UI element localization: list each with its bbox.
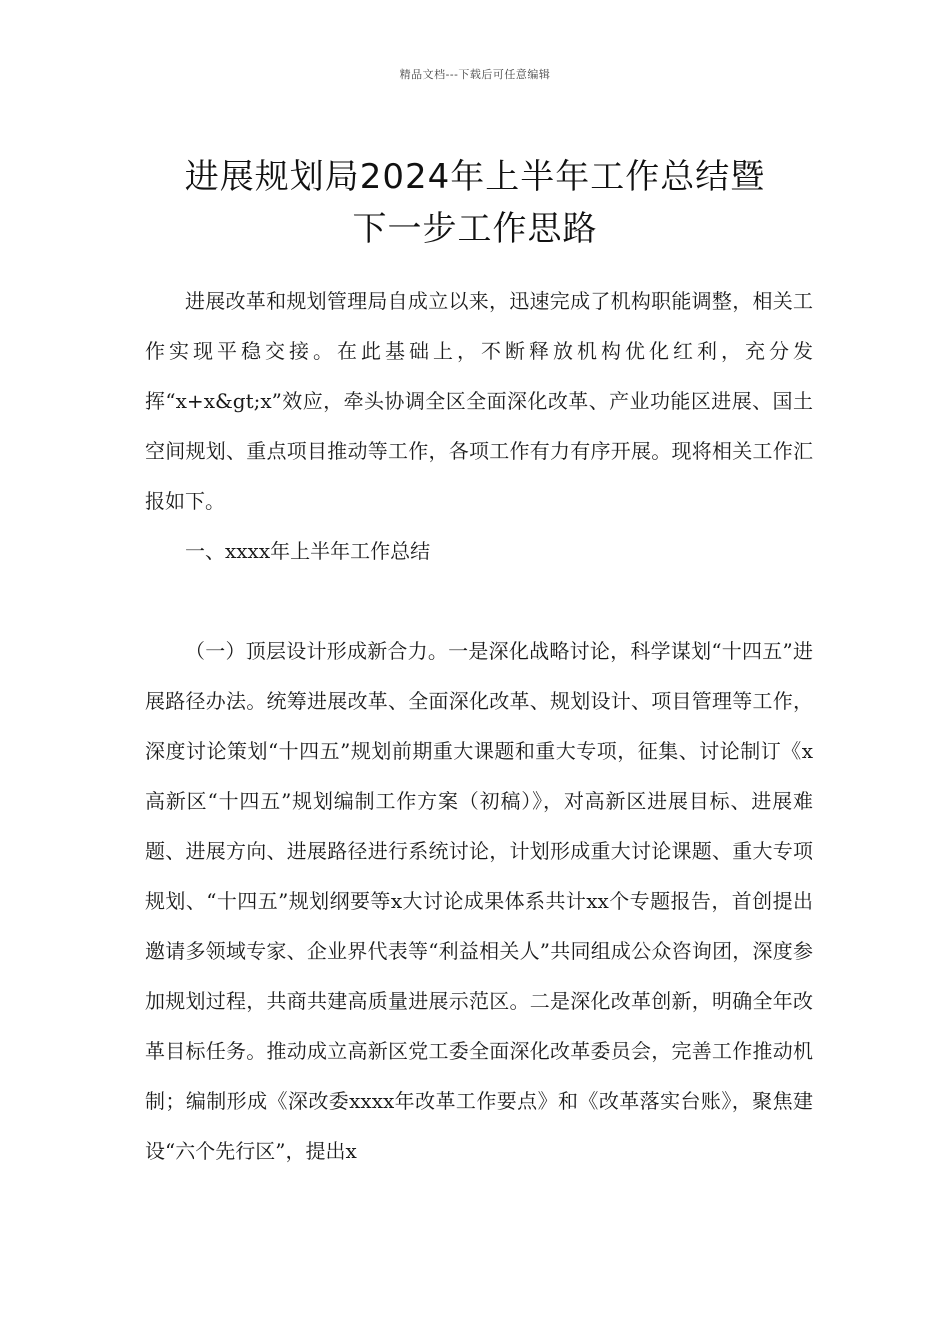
document-title — [100, 151, 850, 255]
title-line-1: 进展规划局2024年上半年工作总结暨 — [184, 156, 766, 197]
section-heading: 一、xxxx年上半年工作总结 — [185, 539, 431, 563]
subsection-paragraph: （一）顶层设计形成新合力。一是深化战略讨论，科学谋划“十四五”进展路径办法。统筹进展改革、全面深化改革、规划设计、项目管理等工作，深度讨论策划“十四五”规划前期重大课题和重大专项，征集、讨论制订《x高新区“十四五”规划编制工作方案（初稿）》，对高新区进展目标、进展难题、进展方向、进展路径进行系统讨论，计划形成重大讨论课题、重大专项规划、“十四五”规划纲要等x大讨论成果体系共计xx个专题报告，首创提出邀请多领域专家、企业界代表等“利益相关人”共同组成公众咨询团，深度参加规划过程，共商共建高质量进展示范区。二是深化改革创新，明确全年改革目标任务。推动成立高新区党工委全面深化改革委员会，完善工作推动机制；编制形成《深改委xxxx年改革工作要点》和《改革落实台账》，聚焦建设“六个先行区”，提出x — [145, 639, 813, 1163]
subsection-block — [145, 626, 813, 1176]
title-line-2: 下一步工作思路 — [352, 208, 598, 249]
intro-section — [145, 276, 813, 526]
header-note: 精品文档---下载后可任意编辑 — [399, 68, 551, 81]
section-heading-block — [145, 526, 813, 576]
intro-paragraph: 进展改革和规划管理局自成立以来，迅速完成了机构职能调整，相关工作实现平稳交接。在此基础上，不断释放机构优化红利，充分发挥“x+x&gt;x”效应，牵头协调全区全面深化改革、产业功能区进展、国土空间规划、重点项目推动等工作，各项工作有力有序开展。现将相关工作汇报如下。 — [145, 289, 813, 513]
